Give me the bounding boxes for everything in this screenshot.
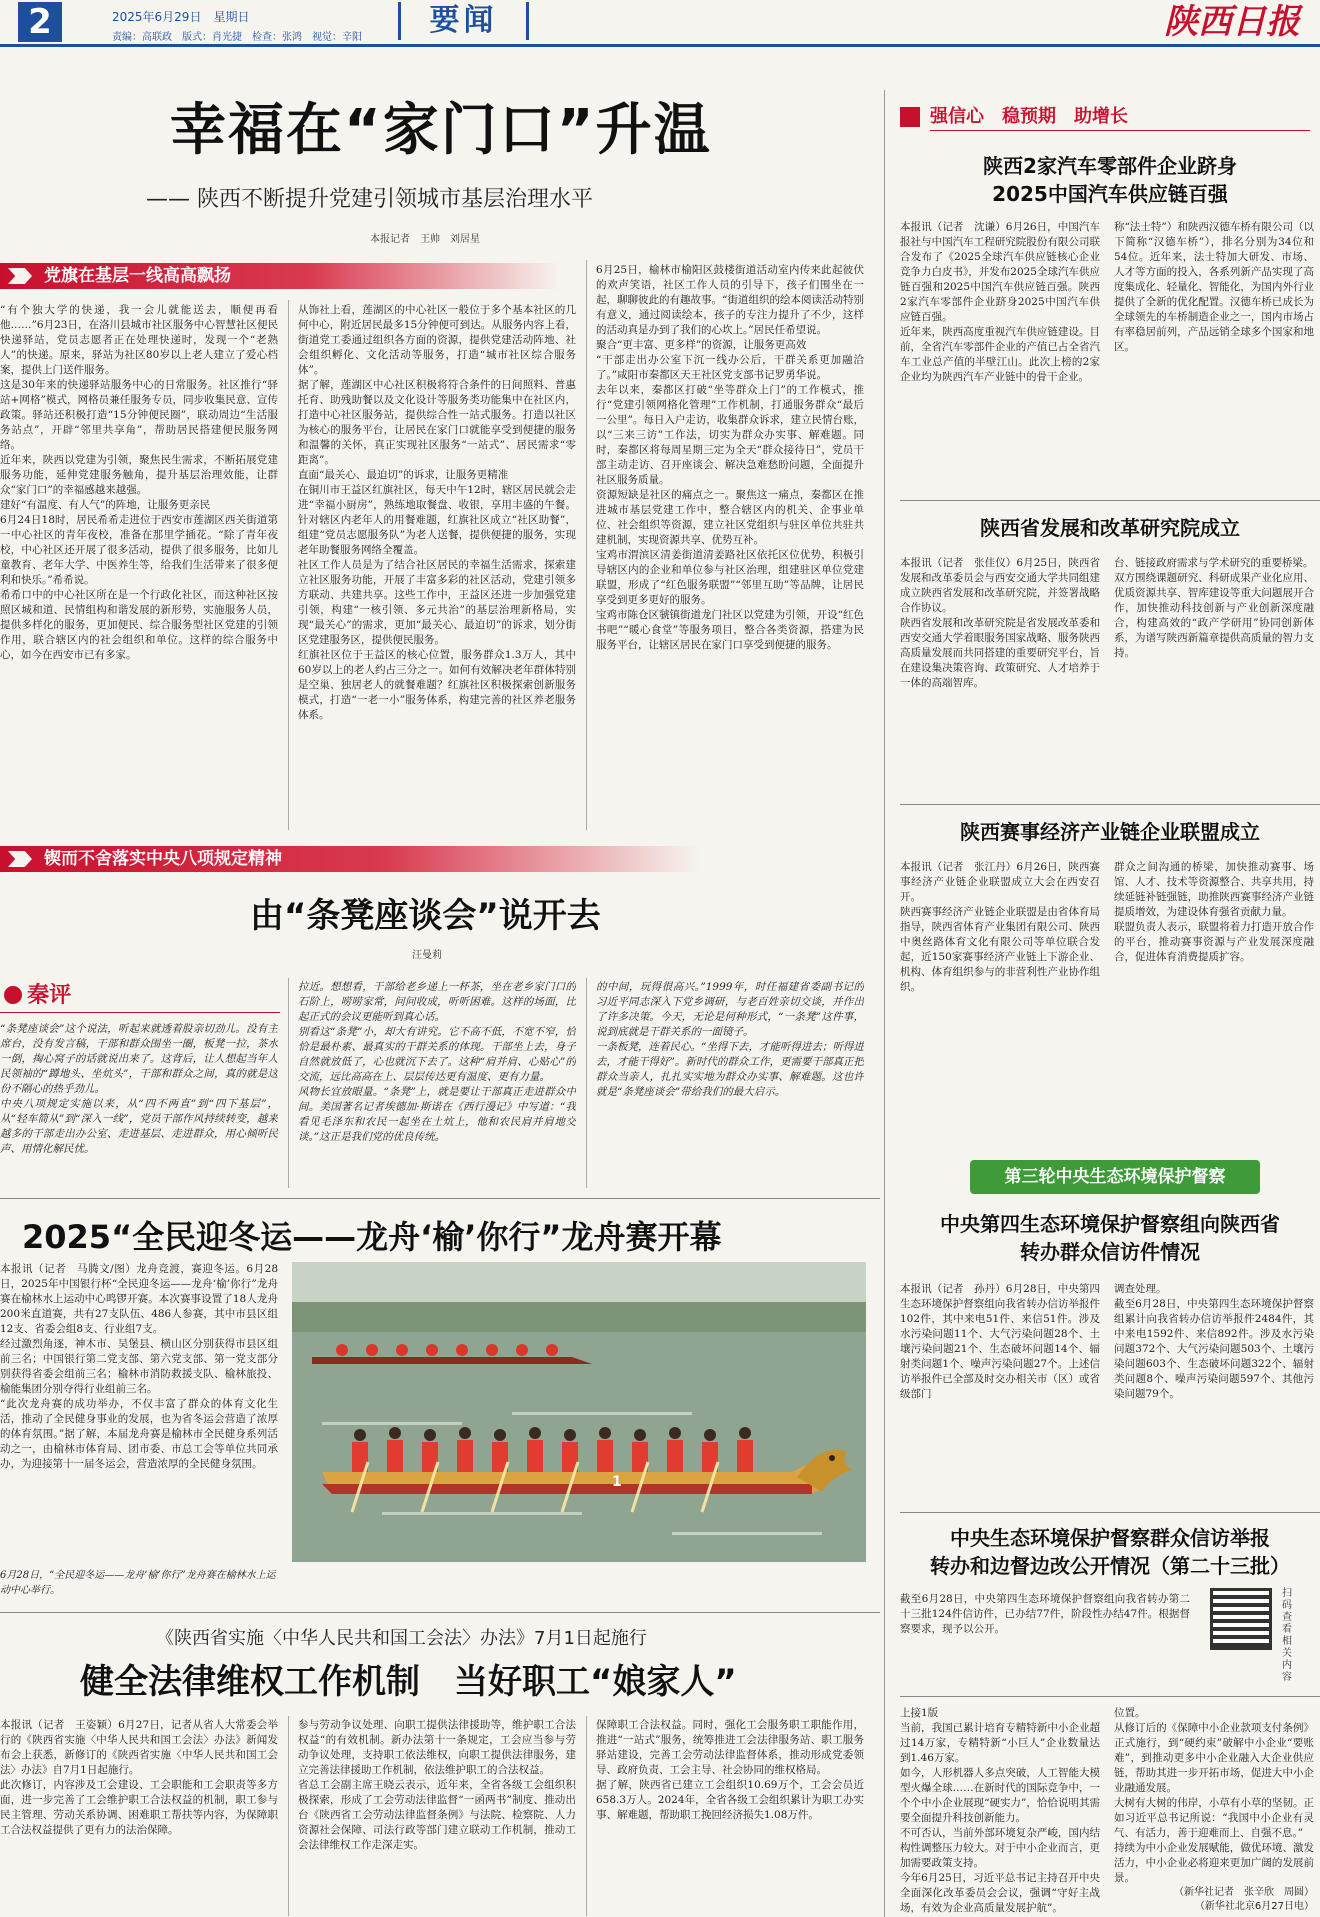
continued-column-1-text: 上接1版 当前，我国已累计培育专精特新中小企业超过14万家，专精特新“小巨人”企业数量达到1.46万家。 如今，人形机器人多点突破，人工智能大模型火爆全球……在新时代的国际竞争中，一个个中小企业展现“硬实力”，恰恰说明其需要全面提升科技创新能力。 不可否认，当前外部环境复杂严峻，国内结构性调整压力较大。对于中小企业而言，更加需要政策支持。 今年6月25日，习近平总书记主持召开中央全面深化改革委员会会议，强调“守好主战场，有效为企业高质量发展护航”。	[900, 1707, 1100, 1914]
dragon-boat-illustration	[292, 1262, 866, 1562]
column-divider	[288, 978, 289, 1188]
union-kicker: 《陕西省实施〈中华人民共和国工会法〉办法》7月1日起施行	[156, 1628, 647, 1649]
right-banner-text: 强信心 稳预期 助增长	[930, 106, 1128, 127]
dragon-boat-photo	[292, 1262, 866, 1562]
report-headline: 中央生态环境保护督察群众信访举报 转办和边督边改公开情况（第二十三批）	[930, 1526, 1290, 1578]
pen-icon	[4, 986, 22, 1004]
qr-note: 扫码查看相关内容	[1282, 1588, 1292, 1683]
section-rule	[900, 804, 1320, 805]
continued-source: （新华社记者 张辛欣 周圆） （新华社北京6月27日电）	[1174, 1887, 1314, 1912]
lead-column-3-text: 6月25日，榆林市榆阳区鼓楼街道活动室内传来此起彼伏的欢声笑语，社区工作人员的引导下，孩子们围坐在一起，聊聊彼此的有趣故事。“街道组织的绘本阅读活动特别有意义，通过阅读绘本，孩子的专注力提升了不少，这样的活动真是办到了我们的心坎上。”居民任希望说。 聚合“更丰富、更多样”的资源，让服务更高效 “干部走出办公室下沉一线办公后，干群关系更加融洽了。”咸阳市秦都区天王社区党支部书记罗勇华说。 去年以来，秦都区打破“坐等群众上门”的工作模式，推行“党建引领网格化管理”工作机制，打通服务群众“最后一公里”。每日入户走访，收集群众诉求，建立民情台账，以“三来三访”工作法，切实为群众办实事、解难题。同时，秦都区将每周星期三定为全天“群众接待日”，党员干部主动走访、召开座谈会、解决急难愁盼问题，全面提升社区服务质量。 资源短缺是社区的痛点之一。聚焦这一痛点，秦都区在推进城市基层党建工作中，整合辖区内的机关、企事业单位、社会组织等资源，建立社区党组织与驻区单位共驻共建机制，实现资源共享、优势互补。 宝鸡市渭滨区清姜街道清姜路社区依托区位优势，积极引导辖区内的企业和单位参与社区治理，组建驻区单位党建联盟，形成了“红色服务联盟”“邻里互助”等品牌，让居民享受到更多更好的服务。 宝鸡市陈仓区虢镇街道龙门社区以党建为引领，开设“红色书吧”“暖心食堂”等服务项目，整合各类资源，搭建为民服务平台，让辖区居民在家门口享受到便捷的服务。	[596, 264, 864, 651]
eco-headline: 中央第四生态环境保护督察组向陕西省 转办群众信访件情况	[940, 1212, 1280, 1264]
continued-column-2	[1114, 1706, 1314, 1886]
sports-column-1-text: 本报讯（记者 张江丹）6月26日，陕西赛事经济产业链企业联盟成立大会在西安召开。 陕西赛事经济产业链企业联盟是由省体育局指导，陕西省体育产业集团有限公司、陕西中奥丝路体育文化有限公司等单位联合发起，近150家赛事经济产业链上下游企业、机构、体育组织参与的非营利性产业协作组织。	[900, 861, 1100, 993]
section-rule	[900, 1512, 1320, 1513]
report-text-body: 截至6月28日，中央第四生态环境保护督察组向我省转办第二十三批124件信访件，已办结77件，阶段性办结47件。根据督察要求，现予以公开。	[900, 1593, 1190, 1635]
commentary-label-text: 秦评	[27, 982, 72, 1008]
frugal-column-2-text: 拉近。想想看，干部给老乡递上一杯茶，坐在老乡家门口的石阶上，唠唠家常，问问收成，听听困难。这样的场面，比起正式的会议更能听到真心话。 别看这“条凳”小，却大有讲究。它不高不低，不宽不窄，恰恰是最朴素、最真实的干群关系的体现。干部坐上去，身子自然就放低了，心也就沉下去了。这种“肩并肩、心贴心”的交流，远比高高在上、层层传达更有温度、更有力量。 风物长宜放眼量。“条凳”上，就是要让干部真正走进群众中间。美国著名记者埃德加·斯诺在《西行漫记》中写道：“我看见毛泽东和农民一起坐在土炕上，他和农民肩并肩地交谈。”这正是我们党的优良传统。	[298, 981, 576, 1143]
continued-column-1	[900, 1706, 1100, 1916]
lead-column-3	[596, 263, 864, 833]
section-rule	[900, 1696, 1320, 1697]
eco-banner-text: 第三轮中央生态环境保护督察	[1004, 1167, 1226, 1187]
frugal-column-3	[596, 980, 864, 1190]
sports-column-2-text: 群众之间沟通的桥梁，加快推动赛事、场馆、人才、技术等资源整合、共享共用，持续延链补链强链，助推陕西赛事经济产业链提质增效，为建设体育强省贡献力量。 联盟负责人表示，联盟将着力打造开放合作的平台，推动赛事资源与产业发展深度融合，促进体育消费提质扩容。	[1114, 861, 1314, 963]
right-banner	[900, 104, 1320, 130]
lead-column-2	[298, 303, 576, 833]
column-divider	[586, 260, 587, 830]
frugal-column-1	[0, 1022, 278, 1190]
dragon-text	[0, 1262, 278, 1562]
section-label-box	[398, 2, 529, 40]
frugal-section-band-label: 锲而不舍落实中央八项规定精神	[44, 849, 282, 869]
auto-column-2	[1114, 220, 1314, 480]
eco-column-2-text: 调查处理。 截至6月28日，中央第四生态环境保护督察组累计向我省转办信访举报件2484件，其中来电1592件、来信892件。涉及水污染问题372个、大气污染问题503个、土壤污染问题603个、生态破坏问题322个、辐射类问题8个、噪声污染问题597个、其他污染问题79个。	[1114, 1283, 1314, 1400]
lead-section-band	[0, 263, 560, 289]
union-column-1-text: 本报讯（记者 王姿颖）6月27日，记者从省人大常委会举行的《陕西省实施〈中华人民共和国工会法〉办法》新闻发布会上获悉，新修订的《陕西省实施〈中华人民共和国工会法〉办法》自7月1日起施行。 此次修订，内容涉及工会建设、工会职能和工会职责等多方面，进一步完善了工会维护职工合法权益的机制，职工参与民主管理、劳动关系协调、困难职工帮扶等内容，为保障职工合法权益提供了更有力的法治保障。	[0, 1719, 278, 1836]
lead-headline: 幸福在“家门口”升温	[170, 98, 712, 163]
dragon-headline: 2025“全民迎冬运——龙舟‘榆’你行”龙舟赛开幕	[22, 1218, 722, 1256]
rail-divider	[884, 90, 885, 1917]
dragon-photo-caption	[0, 1568, 278, 1598]
union-column-3-text: 保障职工合法权益。同时，强化工会服务职工职能作用，推进“一站式”服务，统筹推进工会法律服务站、职工服务驿站建设，完善工会劳动法律监督体系，推动形成党委领导、政府负责、工会主导、社会协同的维权格局。 据了解，陕西省已建立工会组织10.69万个，工会会员近658.3万人。2024年，全省各级工会组织累计为职工办实事、解难题，帮助职工挽回经济损失1.08万件。	[596, 1719, 864, 1821]
dev-column-2-text: 台、链接政府需求与学术研究的重要桥梁。 双方围绕课题研究、科研成果产业化应用、优质资源共享、智库建设等重大问题展开合作，加快推动科技创新与产业创新深度融合，构建高效的“政产学研用”协同创新体系，为谱写陕西新篇章提供高质量的智力支持。	[1114, 557, 1314, 659]
dev-column-1	[900, 556, 1100, 786]
eco-banner	[970, 1160, 1260, 1194]
dragon-photo-caption-text: 6月28日，“全民迎冬运——龙舟‘榆’你行”龙舟赛在榆林水上运动中心举行。	[0, 1570, 276, 1596]
lead-column-1	[0, 303, 278, 833]
continued-column-2-text: 位置。 从修订后的《保障中小企业款项支付条例》正式施行，到“硬约束”破解中小企业“要账难”，到推动更多中小企业融入大企业供应链，帮助其进一步开拓市场，促进大中小企业融通发展。 大树有大树的伟岸，小草有小草的坚韧。正如习近平总书记所说：“我国中小企业有灵气、有活力，善于迎难而上、自强不息。” 持续为中小企业发展赋能，做优环境、激发活力，中小企业必将迎来更加广阔的发展前景。	[1114, 1707, 1314, 1884]
lead-subhead: —— 陕西不断提升党建引领城市基层治理水平	[146, 187, 593, 212]
union-column-2-text: 参与劳动争议处理、向职工提供法律援助等，维护职工合法权益“的有效机制。新办法第十一条规定，工会应当参与劳动争议处理，支持职工依法维权，向职工提供法律服务，建立完善法律援助工作机制，依法维护职工的合法权益。 省总工会副主席王晓云表示，近年来，全省各级工会组织积极探索，形成了工会劳动法律监督“一函两书”制度、推动出台《陕西省工会劳动法律监督条例》与法院、检察院、人力资源社会保障、司法行政等部门建立联动工作机制，推动工会法律维权工作走深走实。	[298, 1719, 576, 1851]
section-rule	[0, 1198, 880, 1199]
union-headline: 健全法律维权工作机制 当好职工“娘家人”	[80, 1662, 737, 1702]
newspaper-logo: 陕西日报	[1164, 2, 1300, 42]
report-text	[900, 1592, 1190, 1682]
union-column-3	[596, 1718, 864, 1916]
column-divider	[288, 300, 289, 830]
sports-column-1	[900, 860, 1100, 1150]
lead-column-1-text: “有个独大学的快递，我一会儿就能送去，顺便再看他……”6月23日，在洛川县城市社区服务中心智慧社区便民快递驿站，党员志愿者正在处理快递时，发现一个“老熟人”的快递。原来，驿站为社区80岁以上老人建立了爱心档案，提供上门送件服务。 这是30年来的快递驿站服务中心的日常服务。社区推行“驿站+网格”模式，网格员兼任服务专员，同步收集民意、宣传政策。驿站还积极打造“15分钟便民圈”，联动周边“生活服务站点”，开辟“邻里共享角”，帮助居民搭建便民服务网络。 近年来，陕西以党建为引领，聚焦民生需求，不断拓展党建服务功能，延伸党建服务触角，提升基层治理效能，让群众“家门口”的幸福感越来越强。 建好“有温度、有人气”的阵地，让服务更亲民 6月24日18时，居民希希走进位于西安市莲湖区西关街道第一中心社区的青年夜校，准备在那里学插花。“除了青年夜校，中心社区还开展了很多活动，提供了很多服务，比如儿童教育、老年大学、中医养生等，给我们生活带来了很多便利和快乐。”希希说。 希希口中的中心社区所在是一个行政化社区，而这种社区按照区城和道、民情组构和谐发展的新形势，实施服务人员，提供多样化的服务，更加便民、综合服务型社区党建的引领作用，联合辖区内的社会组织和单位。这样的综合服务中心，如今在西安市已有多家。	[0, 304, 278, 661]
auto-headline: 陕西2家汽车零部件企业跻身 2025中国汽车供应链百强	[983, 154, 1237, 206]
column-divider	[586, 1716, 587, 1916]
dev-headline: 陕西省发展和改革研究院成立	[980, 516, 1240, 540]
editor-credits: 责编：高联政 版式：肖光捷 检查：张鸿 视觉：辛阳	[112, 32, 362, 43]
eco-column-2	[1114, 1282, 1314, 1492]
frugal-section-band	[0, 846, 700, 872]
auto-column-1	[900, 220, 1100, 480]
band-arrow-icon	[8, 851, 32, 867]
eco-column-1	[900, 1282, 1100, 1492]
auto-column-1-text: 本报讯（记者 沈谦）6月26日，中国汽车报社与中国汽车工程研究院股份有限公司联合发布了《2025全球汽车供应链核心企业竞争力白皮书》，并发布2025全球汽车供应链百强和2025中国汽车供应链百强。陕西2家汽车零部件企业跻身2025中国汽车供应链百强。 近年来，陕西高度重视汽车供应链建设。目前，全省汽车零部件企业的产值已占全省汽车工业总产值的半壁江山。此次上榜的2家企业均为陕西汽车产业链中的骨干企业。	[900, 221, 1100, 383]
section-rule	[0, 1612, 880, 1613]
section-label: 要闻	[429, 3, 498, 38]
column-divider	[586, 978, 587, 1188]
union-column-2	[298, 1718, 576, 1916]
dev-column-1-text: 本报讯（记者 张佳仪）6月25日，陕西省发展和改革委员会与西安交通大学共同组建成立陕西省发展和改革研究院，并签署战略合作协议。 陕西省发展和改革研究院是省发展改革委和西安交通大学着眼服务国家战略、服务陕西高质量发展而共同搭建的重要研究平台，旨在建设集决策咨询、政策研究、人才培养于一体的高端智库。	[900, 557, 1100, 689]
dev-column-2	[1114, 556, 1314, 786]
issue-date: 2025年6月29日 星期日	[112, 10, 250, 24]
masthead-rule	[0, 44, 1320, 47]
commentary-label	[0, 980, 110, 1010]
banner-bar-icon	[900, 107, 920, 127]
dragon-text-body: 本报讯（记者 马腾文/图）龙舟竞渡，赛迎冬运。6月28日，2025年中国银行杯“全民迎冬运——龙舟‘榆’你行”龙舟赛在榆林水上运动中心鸣锣开赛。本次赛事设置了18人龙舟200米直道赛，共有27支队伍、486人参赛，其中市县区组12支、省委会组8支、行业组7支。 经过激烈角逐，神木市、吴堡县、横山区分别获得市县区组前三名；中国银行第二党支部、第六党支部、第一党支部分别获得省委会组前三名；榆林市消防救援支队、榆林旅投、榆能集团分别夺得行业组前三名。 “此次龙舟赛的成功举办，不仅丰富了群众的体育文化生活，推动了全民健身事业的发展，也为省冬运会营造了浓厚的体育氛围。”据了解，本届龙舟赛是榆林市全民健身系列活动之一，由榆林市体育局、团市委、市总工会等单位共同承办，为迎接第十一届冬运会，营造浓厚的全民健身氛围。	[0, 1263, 278, 1470]
banner-underline	[930, 130, 1310, 131]
eco-column-1-text: 本报讯（记者 孙丹）6月28日，中央第四生态环境保护督察组向我省转办信访举报件102件，其中来电51件、来信51件。涉及水污染问题11个、大气污染问题28个、土壤污染问题21个、生态破坏问题14个、辐射类问题1个、噪声污染问题27个。上述信访举报件已全部及时交办相关市（区）或省级部门	[900, 1283, 1100, 1400]
union-column-1	[0, 1718, 278, 1916]
column-divider	[288, 1716, 289, 1916]
lead-column-2-text: 从饰社上看，莲湖区的中心社区一般位于多个基本社区的几何中心，附近居民最多15分钟便可到达。从服务内容上看，街道党工委通过组织各方面的资源，提供党建活动阵地、社会组织孵化、文化活动等服务，打造“城市社区综合服务体”。 据了解，莲湖区中心社区积极将符合条件的日间照料、普惠托育、助残助餐以及文化设计等服务类功能集中在社区内，打造中心社区服务站，提供综合性一站式服务。打造以社区为核心的服务平台，让居民在家门口就能享受到便捷的服务和温馨的关怀，真正实现社区服务“一站式”、居民需求“零距离”。 直面“最关心、最迫切”的诉求，让服务更精准 在铜川市王益区红旗社区，每天中午12时，辖区居民就会走进“幸福小厨房”，熟练地取餐盘、收银，享用丰盛的午餐。针对辖区内老年人的用餐难题，红旗社区成立“社区助餐”，组建“党员志愿服务队”为老人送餐，提供便捷的服务，实现老年助餐服务网络全覆盖。 社区工作人员是为了结合社区居民的幸福生活需求，探索建立社区服务功能，开展了丰富多彩的社区活动，党建引领多方联动、共建共享。这些工作中，王益区还进一步加强党建引领，构建“一核引领、多元共治”的基层治理新格局，实现“最关心”的需求，更加“最关心、最迫切”的诉求，划分街区党建服务区，提供便民服务。 红旗社区位于王益区的核心位置，服务群众1.3万人，其中60岁以上的老人约占三分之一。如何有效解决老年群体特别是空巢、独居老人的就餐难题？红旗社区积极探索创新服务模式，打造“一老一小”服务体系，构建完善的社区养老服务体系。	[298, 304, 576, 721]
lead-section-band-label: 党旗在基层一线高高飘扬	[44, 266, 231, 286]
band-arrow-icon	[8, 268, 32, 284]
sports-column-2	[1114, 860, 1314, 1150]
auto-column-2-text: 称“法士特”）和陕西汉德车桥有限公司（以下简称“汉德车桥”），排名分别为34位和54位。近年来，法士特加大研发、市场、人才等方面的投入，各系列新产品实现了高度集成化、轻量化、智能化，为国内外行业提供了全新的优化配置。汉德车桥已成长为全球领先的车桥制造企业之一，国内市场占有率稳居前列，产品远销全球多个国家和地区。	[1114, 221, 1314, 353]
masthead	[0, 0, 1320, 48]
qr-code[interactable]	[1210, 1588, 1272, 1650]
frugal-author: 汪曼莉	[412, 950, 442, 961]
lead-byline: 本报记者 王帅 刘居星	[370, 234, 480, 245]
section-rule	[900, 500, 1320, 501]
page-number: 2	[18, 2, 62, 42]
frugal-headline: 由“条凳座谈会”说开去	[250, 896, 601, 936]
frugal-column-3-text: 的中间，玩得很高兴。”1999年，时任福建省委副书记的习近平同志深入下党乡调研，与老百姓亲切交谈，并作出了许多决策。今天，无论是何种形式，“一条凳”这件事，说到底就是干群关系的一面镜子。 一条板凳，连着民心。“坐得下去，才能听得进去；听得进去，才能干得好”。新时代的群众工作，更需要干部真正把群众当亲人，扎扎实实地为群众办实事、解难题。这也许就是“条凳座谈会”带给我们的最大启示。	[596, 981, 864, 1098]
commentary-label-rule	[0, 1012, 280, 1013]
sports-headline: 陕西赛事经济产业链企业联盟成立	[960, 820, 1260, 844]
frugal-column-2	[298, 980, 576, 1190]
frugal-column-1-text: “条凳座谈会”这个说法，听起来就透着股亲切劲儿。没有主席台，没有发言稿，干部和群众围坐一圈，板凳一拉，茶水一倒，掏心窝子的话就说出来了。这背后，让人想起当年人民领袖的“蹲地头、坐炕头”，干部和群众之间，真的就是这份不隔心的热乎劲儿。 中央八项规定实施以来，从“四不两直”到“四下基层”，从“轻车简从”到“深入一线”，党员干部作风持续转变，越来越多的干部走出办公室、走进基层、走进群众，用心倾听民声、用情化解民忧。	[0, 1023, 278, 1155]
boat-number-label: 1	[612, 1474, 622, 1490]
